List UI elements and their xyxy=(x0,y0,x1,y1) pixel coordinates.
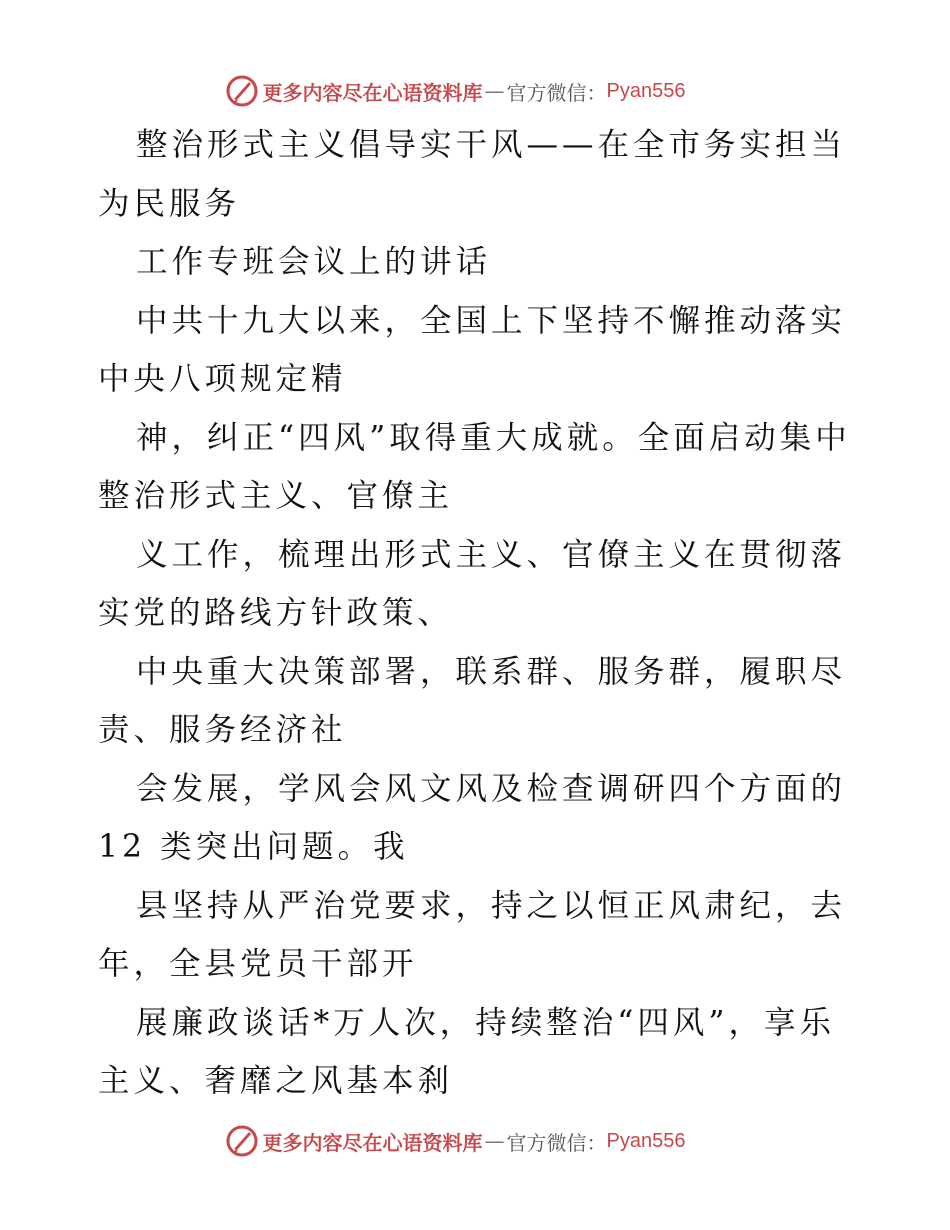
document-body xyxy=(98,116,858,1111)
watermark-label: 官方微信： xyxy=(506,1130,607,1155)
paragraph: 义工作，梳理出形式主义、官僚主义在贯彻落实党的路线方针政策、 xyxy=(98,536,847,631)
quill-logo-icon xyxy=(225,1124,259,1158)
watermark-wechat-id: Pyan556 xyxy=(606,1129,686,1152)
paragraph-title: 整治形式主义倡导实干风——在全市务实担当为民服务 xyxy=(98,127,847,222)
paragraph: 会发展，学风会风文风及检查调研四个方面的 12 类突出问题。我 xyxy=(98,770,847,865)
watermark-separator: — xyxy=(484,1129,505,1153)
paragraph-subtitle: 工作专班会议上的讲话 xyxy=(136,244,492,280)
paragraph: 县坚持从严治党要求，持之以恒正风肃纪，去年，全县党员干部开 xyxy=(98,887,847,982)
paragraph: 中共十九大以来，全国上下坚持不懈推动落实中央八项规定精 xyxy=(98,302,847,397)
watermark-separator: — xyxy=(484,79,505,103)
watermark-main-text: 更多内容尽在心语资料库 xyxy=(262,80,483,105)
header-watermark xyxy=(0,71,950,111)
footer-watermark xyxy=(0,1121,950,1161)
watermark-wechat-id: Pyan556 xyxy=(606,79,686,102)
paragraph: 展廉政谈话*万人次，持续整治“四风”，享乐主义、奢靡之风基本刹 xyxy=(98,1004,835,1099)
paragraph: 中央重大决策部署，联系群、服务群，履职尽责、服务经济社 xyxy=(98,653,847,748)
watermark-main-text: 更多内容尽在心语资料库 xyxy=(262,1130,483,1155)
watermark-label: 官方微信： xyxy=(506,80,607,105)
paragraph: 神，纠正“四风”取得重大成就。全面启动集中整治形式主义、官僚主 xyxy=(98,419,851,514)
quill-logo-icon xyxy=(225,74,259,108)
